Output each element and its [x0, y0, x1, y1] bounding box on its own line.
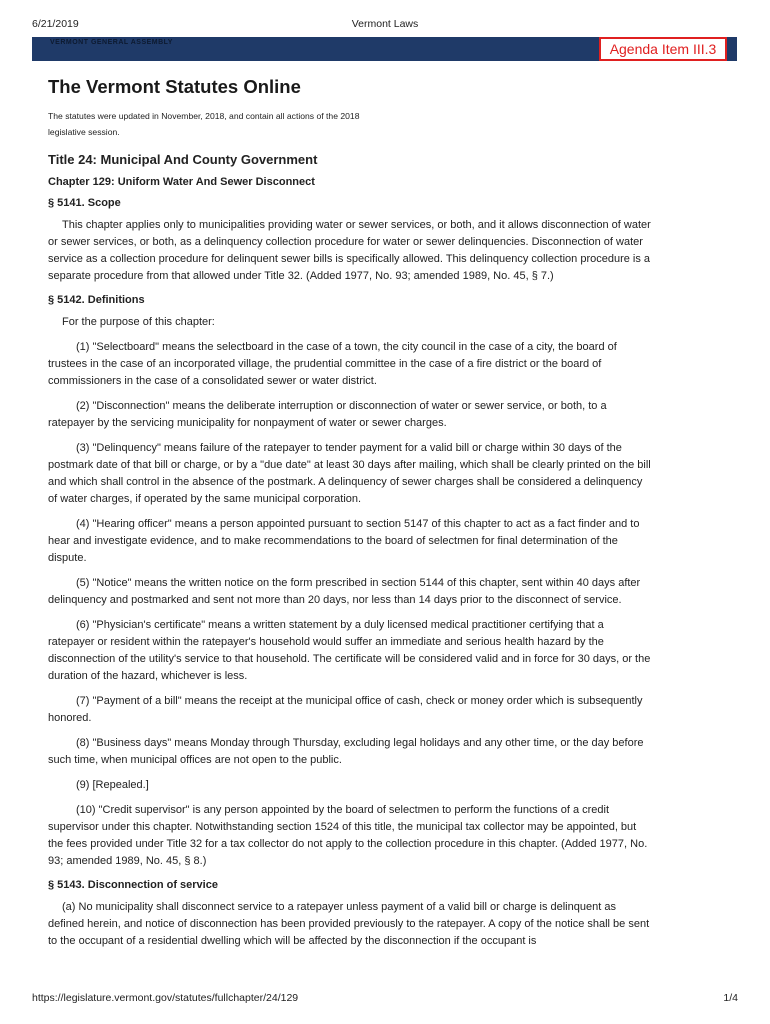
- print-page-number: 1/4: [723, 992, 738, 1004]
- definition-paragraph: (5) "Notice" means the written notice on the form prescribed in section 5144 of this chapter, sent within 40 days after delinquency and postmarked and sent not more than 20 days, nor less than 14 days prior to the disconnect of service.: [48, 577, 641, 606]
- section-heading: § 5142. Definitions: [48, 294, 145, 306]
- section-5141: [48, 197, 653, 285]
- section-heading: § 5143. Disconnection of service: [48, 879, 218, 891]
- update-notice: The statutes were updated in November, 2018, and contain all actions of the 2018 legislative session.: [48, 111, 360, 137]
- definition-paragraph: (3) "Delinquency" means failure of the ratepayer to tender payment for a valid bill or charge within 30 days of the postmark date of that bill or charge, or by a "due date" at least 30 days after mailing, which shall be clearly printed on the bill and which shall control in the absence of the postmark. A delinquency of sewer charges shall be considered a delinquency of water charges, if operated by the same municipal corporation.: [48, 442, 651, 505]
- statute-content: [48, 76, 653, 950]
- print-title: Vermont Laws: [351, 18, 419, 30]
- print-url[interactable]: https://legislature.vermont.gov/statutes/fullchapter/24/129: [32, 992, 299, 1004]
- section-heading: § 5141. Scope: [48, 197, 121, 209]
- definition-paragraph: (6) "Physician's certificate" means a written statement by a duly licensed medical practitioner certifying that a ratepayer or resident within the ratepayer's household would suffer an immediate and serious health hazard by the disconnection of the utility's service to that household. The certificate will be considered valid and in force for 30 days, or the duration of the hazard, whichever is less.: [48, 619, 651, 682]
- print-date: 6/21/2019: [32, 18, 79, 30]
- print-header: [0, 18, 770, 32]
- agenda-item-stamp: Agenda Item III.3: [599, 37, 727, 61]
- definition-paragraph: (1) "Selectboard" means the selectboard in the case of a town, the city council in the case of a city, the board of trustees in the case of an incorporated village, the prudential committee in the case of a fire district or the board of commissioners in the case of a consolidated sewer or water district.: [48, 341, 617, 387]
- definition-paragraph: (7) "Payment of a bill" means the receipt at the municipal office of cash, check or money order which is subsequently honored.: [48, 695, 643, 724]
- section-paragraph: This chapter applies only to municipalities providing water or sewer services, or both, and it allows disconnection of water or sewer services, or both, as a delinquency collection procedure for water or sewer delinquencies. Disconnection of water service as a collection procedure for delinquent sewer bills is specifically allowed. This delinquency collection procedure is a separate procedure from that allowed under Title 32. (Added 1977, No. 93; amended 1989, No. 45, § 7.): [48, 219, 651, 282]
- title-heading: Title 24: Municipal And County Government: [48, 152, 318, 167]
- chapter-heading: Chapter 129: Uniform Water And Sewer Disconnect: [48, 176, 315, 188]
- section-intro: For the purpose of this chapter:: [62, 316, 215, 328]
- section-paragraph: (a) No municipality shall disconnect service to a ratepayer unless payment of a valid bill or charge is delinquent as defined herein, and notice of disconnection has been provided previously to the ratepayer. A copy of the notice shall be sent to the occupant of a residential dwelling which will be affected by the disconnection if the occupant is: [48, 901, 650, 947]
- definition-paragraph: (8) "Business days" means Monday through Thursday, excluding legal holidays and any other time, or the day before such time, when municipal offices are not open to the public.: [48, 737, 644, 766]
- definition-paragraph: (9) [Repealed.]: [76, 779, 149, 791]
- definition-paragraph: (4) "Hearing officer" means a person appointed pursuant to section 5147 of this chapter to act as a fact finder and to hear and investigate evidence, and to make recommendations to the board of selectmen for final determination of the dispute.: [48, 518, 640, 564]
- print-footer: [0, 992, 770, 1006]
- page-title: The Vermont Statutes Online: [48, 76, 301, 97]
- section-5143: [48, 879, 653, 950]
- definition-paragraph: (2) "Disconnection" means the deliberate interruption or disconnection of water or sewer service, or both, to a ratepayer by the servicing municipality for nonpayment of water or sewer charges.: [48, 400, 607, 429]
- definition-paragraph: (10) "Credit supervisor" is any person appointed by the board of selectmen to perform the functions of a credit supervisor under this chapter. Notwithstanding section 1524 of this title, the municipal tax collector may be appointed, but the fees provided under Title 32 for a tax collector do not apply to the collection procedure in this chapter. (Added 1977, No. 93; amended 1989, No. 45, § 8.): [48, 804, 648, 867]
- section-5142: [48, 294, 653, 870]
- site-logo-text[interactable]: VERMONT GENERAL ASSEMBLY: [50, 39, 173, 46]
